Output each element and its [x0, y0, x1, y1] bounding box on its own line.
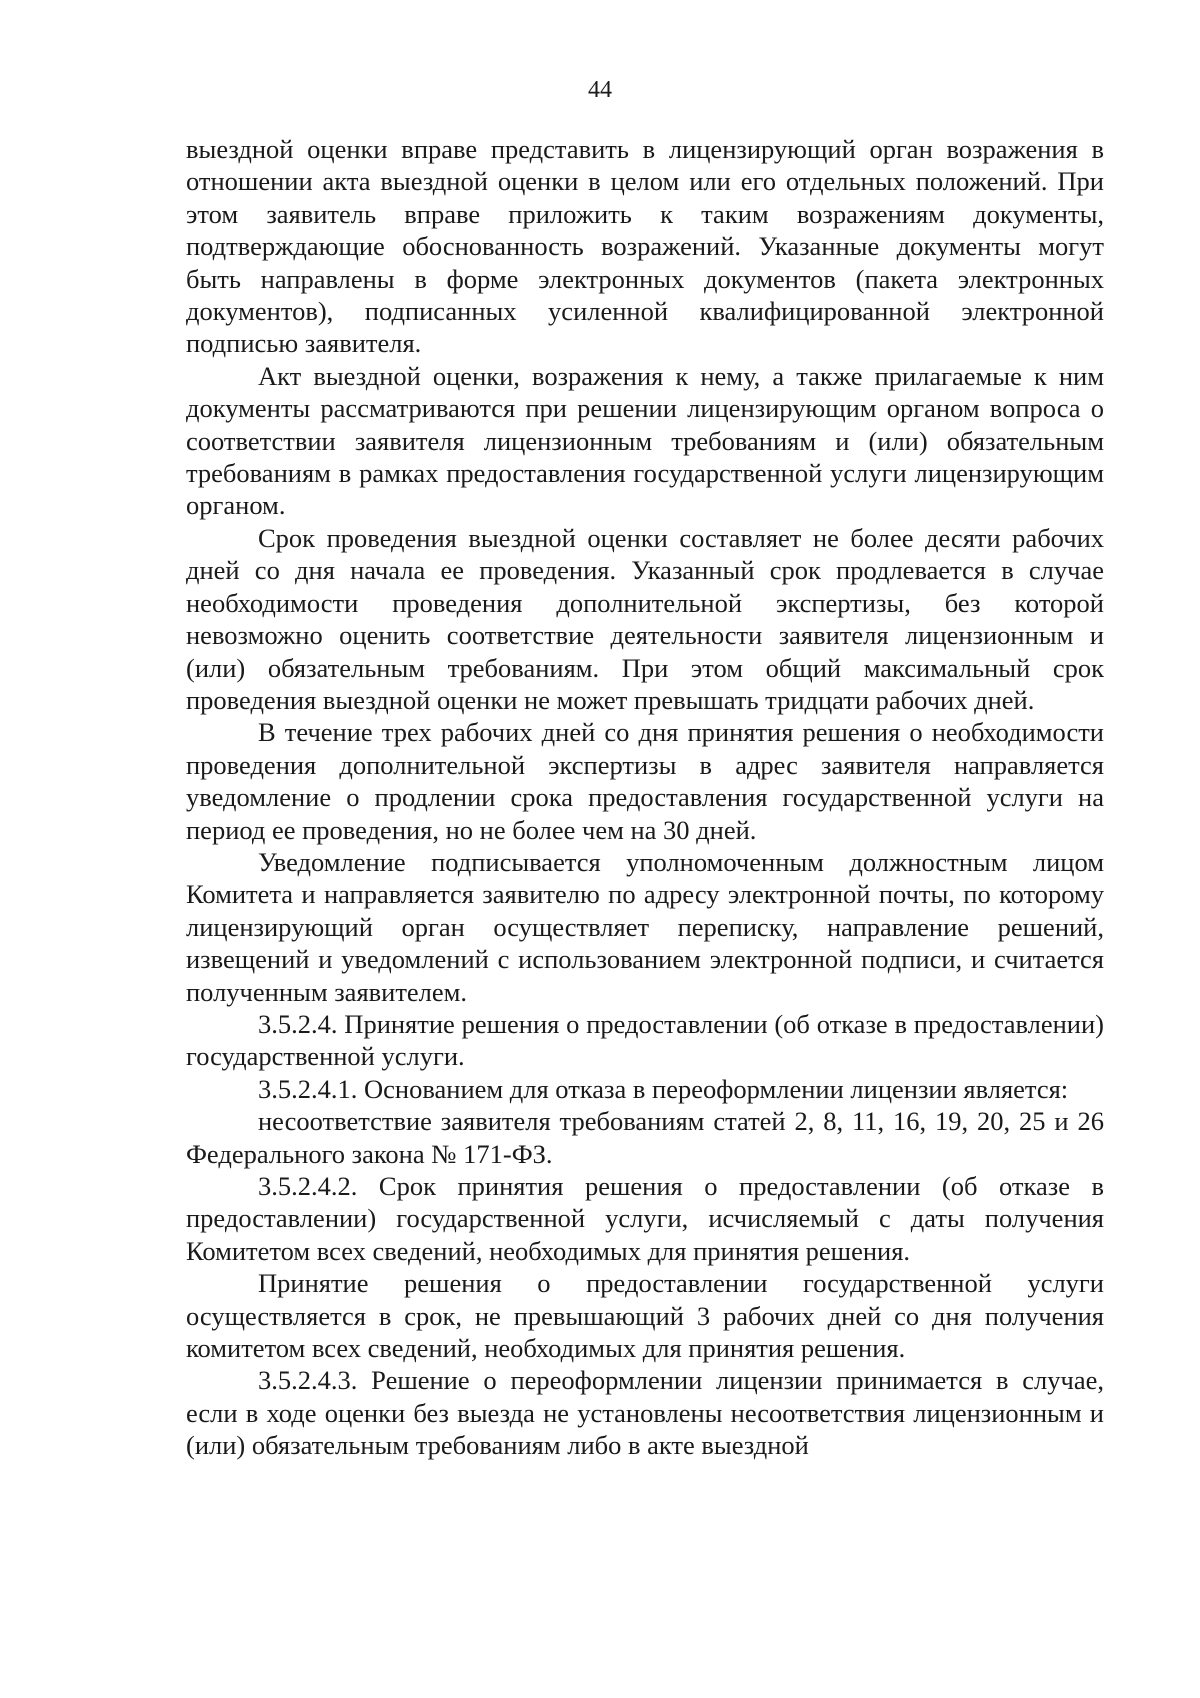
- paragraph-continuation: выездной оценки вправе представить в лицензирующий орган возражения в отношении акта выездной оценки в целом или его отдельных положений. При этом заявитель вправе приложить к таким возражениям документы, подтверждающие обоснованность возражений. Указанные документы могут быть направлены в форме электронных документов (пакета электронных документов), подписанных усиленной квалифицированной электронной подписью заявителя.: [186, 134, 1104, 359]
- paragraph-inspection-term: Срок проведения выездной оценки составляет не более десяти рабочих дней со дня начала ее проведения. Указанный срок продлевается в случае необходимости проведения дополнительной экспертизы, без которой невозможно оценить соответствие деятельности заявителя лицензионным и (или) обязательным требованиям. При этом общий максимальный срок проведения выездной оценки не может превышать тридцати рабочих дней.: [186, 522, 1104, 715]
- paragraph-section-3-5-2-4: 3.5.2.4. Принятие решения о предоставлении (об отказе в предоставлении) государственной услуги.: [186, 1008, 1104, 1072]
- document-body: [186, 133, 1104, 1462]
- paragraph-extension-notice: В течение трех рабочих дней со дня принятия решения о необходимости проведения дополнительной экспертизы в адрес заявителя направляется уведомление о продлении срока предоставления государственной услуги на период ее проведения, но не более чем на 30 дней.: [186, 717, 1104, 845]
- paragraph-notice-signing: Уведомление подписывается уполномоченным должностным лицом Комитета и направляется заявителю по адресу электронной почты, по которому лицензирующий орган осуществляет переписку, направление решений, извещений и уведомлений с использованием электронной подписи, и считается полученным заявителем.: [186, 846, 1104, 1007]
- paragraph-section-3-5-2-4-1: 3.5.2.4.1. Основанием для отказа в переоформлении лицензии является:: [258, 1073, 1069, 1104]
- paragraph-section-3-5-2-4-2: 3.5.2.4.2. Срок принятия решения о предоставлении (об отказе в предоставлении) государственной услуги, исчисляемый с даты получения Комитетом всех сведений, необходимых для принятия решения.: [186, 1171, 1104, 1266]
- page-number: 44: [588, 77, 612, 103]
- paragraph-section-3-5-2-4-3: 3.5.2.4.3. Решение о переоформлении лицензии принимается в случае, если в ходе оценки без выезда не установлены несоответствия лицензионным и (или) обязательным требованиям либо в акте выездной: [186, 1365, 1104, 1461]
- paragraph-refusal-ground: несоответствие заявителя требованиям статей 2, 8, 11, 16, 19, 20, 25 и 26 Федерального закона № 171-ФЗ.: [186, 1106, 1104, 1169]
- paragraph-act-review: Акт выездной оценки, возражения к нему, а также прилагаемые к ним документы рассматриваются при решении лицензирующим органом вопроса о соответствии заявителя лицензионным требованиям и (или) обязательным требованиям в рамках предоставления государственной услуги лицензирующим органом.: [186, 360, 1104, 521]
- paragraph-decision-term: Принятие решения о предоставлении государственной услуги осуществляется в срок, не превышающий 3 рабочих дней со дня получения комитетом всех сведений, необходимых для принятия решения.: [186, 1268, 1104, 1364]
